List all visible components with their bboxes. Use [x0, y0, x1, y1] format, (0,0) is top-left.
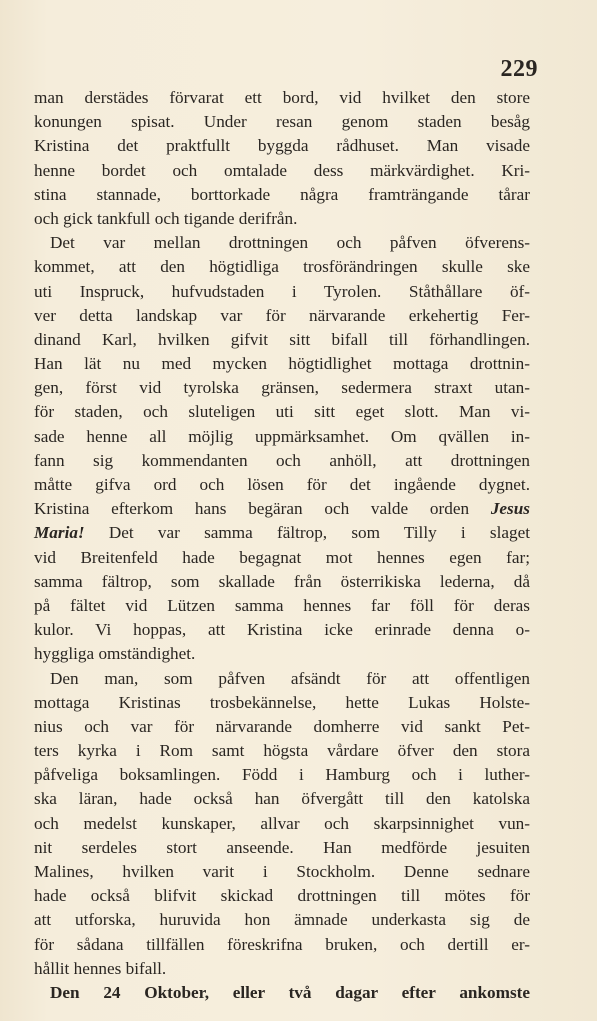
line-text: sade henne all möjlig uppmärksamhet. Om qvällen in- [34, 426, 530, 446]
line-text: att utforska, huruvida hon ämnade underkasta sig de [34, 910, 530, 930]
text-line [34, 134, 530, 158]
text-line [34, 183, 530, 207]
line-text: för staden, och sluteligen uti sitt eget slott. Man vi- [34, 402, 530, 422]
text-line [34, 376, 530, 400]
line-text: hyggliga omständighet. [34, 644, 196, 664]
text-line [34, 715, 530, 739]
text-line [34, 836, 530, 860]
text-line [34, 473, 530, 497]
line-text: kommet, att den högtidliga trosförändringen skulle ske [34, 257, 530, 277]
text-line [34, 546, 530, 570]
line-text: konungen spisat. Under resan genom staden besåg [34, 112, 530, 132]
page-number: 229 [500, 56, 538, 82]
text-line [34, 642, 530, 666]
line-text: och medelst kunskaper, allvar och skarpsinnighet vun- [34, 813, 530, 833]
text-line [34, 860, 530, 884]
text-line [34, 594, 530, 618]
text-line [34, 255, 530, 279]
text-line [34, 787, 530, 811]
line-text: dinand Karl, hvilken gifvit sitt bifall till förhandlingen. [34, 329, 530, 349]
text-line [34, 981, 530, 1005]
text-line [34, 304, 530, 328]
line-text: påfveliga boksamlingen. Född i Hamburg och i luther- [34, 765, 530, 785]
line-text: Kristina efterkom hans begäran och valde orden [34, 499, 470, 519]
line-text: nius och var för närvarande domherre vid sankt Pet- [34, 716, 530, 736]
text-line [34, 570, 530, 594]
emphasized-text: Maria! [34, 523, 85, 543]
line-text: gen, först vid tyrolska gränsen, sedermera straxt utan- [34, 378, 530, 398]
line-text: uti Inspruck, hufvudstaden i Tyrolen. Ståthållare öf- [34, 281, 530, 301]
line-text: ska läran, hade också han öfvergått till den katolska [34, 789, 530, 809]
line-text: Den 24 Oktober, eller två dagar efter ankomste [50, 982, 530, 1002]
line-text: på fältet vid Lützen samma hennes far föll för deras [34, 595, 530, 615]
text-line [34, 908, 530, 932]
text-line [34, 400, 530, 424]
line-text: ters kyrka i Rom samt högsta vårdare öfver den stora [34, 741, 530, 761]
text-line [34, 425, 530, 449]
text-line [34, 521, 530, 545]
line-text: hållit hennes bifall. [34, 958, 167, 978]
line-text: henne bordet och omtalade dess märkvärdighet. Kri- [34, 160, 530, 180]
line-text: för sådana tillfällen föreskrifna bruken, och dertill er- [34, 934, 530, 954]
line-text: Det var samma fältrop, som Tilly i slaget [108, 523, 531, 543]
line-text: Kristina det praktfullt byggda rådhuset. Man visade [34, 136, 530, 156]
text-line [34, 739, 530, 763]
line-text: Han lät nu med mycken högtidlighet mottaga drottnin- [34, 354, 530, 374]
text-line [34, 763, 530, 787]
line-text: Det var mellan drottningen och påfven öfverens- [50, 233, 530, 253]
text-line [34, 352, 530, 376]
text-line [34, 691, 530, 715]
text-line [34, 884, 530, 908]
text-line [34, 280, 530, 304]
text-line [34, 207, 530, 231]
text-line [34, 328, 530, 352]
text-line [34, 497, 530, 521]
text-line [34, 812, 530, 836]
line-text: ver detta landskap var för närvarande erkehertig Fer- [34, 305, 530, 325]
line-text: kulor. Vi hoppas, att Kristina icke erinrade denna o- [34, 620, 530, 640]
line-text: fann sig kommendanten och anhöll, att drottningen [34, 450, 530, 470]
text-line [34, 449, 530, 473]
line-text: Den man, som påfven afsändt för att offentligen [50, 668, 530, 688]
text-line [34, 957, 530, 981]
line-text: och gick tankfull och tigande derifrån. [34, 208, 298, 228]
text-line [34, 667, 530, 691]
line-text: vid Breitenfeld hade begagnat mot hennes egen far; [34, 547, 530, 567]
line-text: stina stannade, borttorkade några framträngande tårar [34, 184, 530, 204]
text-line [34, 618, 530, 642]
line-text: nit serdeles stort anseende. Han medförde jesuiten [34, 837, 530, 857]
line-text: hade också blifvit skickad drottningen till mötes för [34, 886, 530, 906]
body-text [34, 86, 530, 1005]
emphasized-text: Jesus [490, 499, 530, 519]
line-text: samma fältrop, som skallade från österrikiska lederna, då [34, 571, 530, 591]
line-text: måtte gifva ord och lösen för det ingående dygnet. [34, 475, 530, 494]
line-text: mottaga Kristinas trosbekännelse, hette Lukas Holste- [34, 692, 530, 712]
line-text: man derstädes förvarat ett bord, vid hvilket den store [34, 88, 530, 107]
text-line [34, 159, 530, 183]
line-text: Malines, hvilken varit i Stockholm. Denne sednare [34, 862, 530, 881]
text-line [34, 110, 530, 134]
text-line [34, 86, 530, 110]
text-line [34, 231, 530, 255]
text-line [34, 933, 530, 957]
